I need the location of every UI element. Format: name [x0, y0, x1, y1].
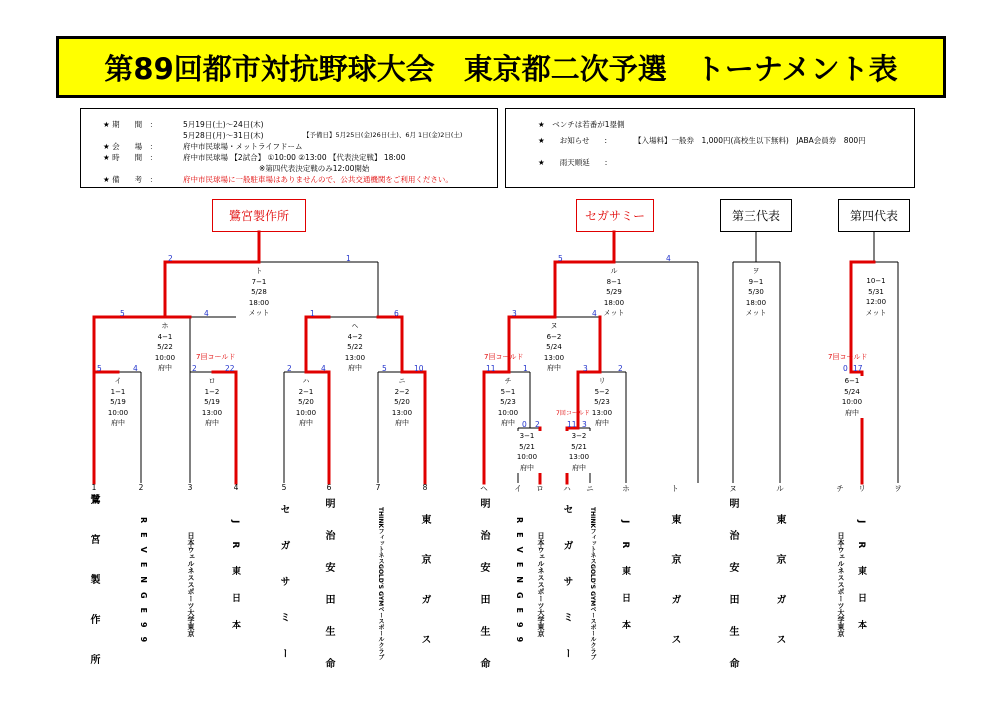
score-ru-right: 4 — [666, 254, 671, 263]
match-ha: ハ 2−1 5/20 10:00 府中 — [295, 377, 317, 427]
score-3-2-left: 11 — [567, 420, 577, 429]
team-name: 日本ウェルネススポーツ大学東京 — [837, 531, 845, 637]
match-3-2: 3−2 5/21 13:00 府中 — [564, 431, 594, 473]
period-2: 5月28日(月)〜31日(木) — [183, 131, 264, 140]
team-no: ヲ — [894, 484, 902, 493]
match-10-1: 10−1 5/31 12:00 メット — [865, 277, 887, 317]
match-ru: ル 8−1 5/29 18:00 メット — [603, 267, 625, 317]
match-to: ト 7−1 5/28 18:00 メット — [248, 267, 270, 317]
score-nu-right: 4 — [592, 309, 597, 318]
team-no: 3 — [187, 483, 193, 492]
team-name: 明治安田生命 — [478, 498, 489, 690]
team-no: ル — [776, 484, 784, 493]
match-3-1: 3−1 5/21 10:00 府中 — [512, 431, 542, 473]
team-no: イ — [514, 484, 522, 493]
period-label: ★ 期 間 ： — [103, 120, 158, 129]
score-6-1-right: 17 — [853, 364, 863, 373]
bench-note: ★ ベンチは若番が1塁側 — [538, 120, 625, 129]
team-name: JR東日本 — [230, 520, 240, 648]
team-name: THINKフィットネスGOLD'S GYMベースボールクラブ — [589, 507, 596, 661]
match-6-1: 6−1 5/24 10:00 府中 — [834, 376, 870, 418]
team-name: JR東日本 — [856, 520, 866, 648]
team-no: ホ — [622, 484, 630, 493]
team-no: 2 — [138, 483, 144, 492]
team-no: 8 — [422, 483, 428, 492]
team-name: 日本ウェルネススポーツ大学東京 — [537, 531, 545, 637]
time-label: ★ 時 間 ： — [103, 153, 158, 162]
team-name: REVENGE99 — [139, 516, 148, 652]
score-he-right: 6 — [394, 309, 399, 318]
note-label: ★ 備 考 ： — [103, 175, 158, 184]
called-game-ro: 7回コールド — [196, 353, 236, 361]
score-ni-left: 5 — [382, 364, 387, 373]
team-no: ヘ — [480, 484, 488, 493]
score-he-left: 1 — [310, 309, 315, 318]
venue-label: ★ 会 場 ： — [103, 142, 158, 151]
called-game-6-1: 7回コールド — [828, 353, 868, 361]
page-title: 第89回都市対抗野球大会 東京都二次予選 トーナメント表 — [56, 36, 946, 98]
score-ha-right: 4 — [321, 364, 326, 373]
score-i-left: 5 — [97, 364, 102, 373]
score-to-left: 2 — [168, 254, 173, 263]
champion-3: 第三代表 — [720, 199, 792, 232]
team-name: 明治安田生命 — [727, 498, 738, 690]
team-name: REVENGE99 — [515, 516, 524, 652]
score-3-2-right: 3 — [582, 420, 587, 429]
time: 府中市民球場 【2試合】 ①10:00 ②13:00 【代表決定戦】 18:00 — [183, 153, 406, 162]
match-wo: ヲ 9−1 5/30 18:00 メット — [745, 267, 767, 317]
team-no: リ — [858, 484, 866, 493]
score-3-1-left: 0 — [522, 420, 527, 429]
team-no: チ — [836, 484, 844, 493]
score-ri-left: 3 — [583, 364, 588, 373]
team-name: セガサミー — [561, 504, 572, 684]
note: 府中市民球場に一般駐車場はありませんので、公共交通機関をご利用ください。 — [183, 175, 453, 184]
match-ri: リ 5−2 5/23 13:00 府中 — [591, 377, 613, 427]
called-game-chi: 7回コールド — [484, 353, 524, 361]
score-chi-left: 11 — [486, 364, 496, 373]
match-ro: ロ 1−2 5/19 13:00 府中 — [201, 377, 223, 427]
score-nu-left: 3 — [512, 309, 517, 318]
team-name: 東京ガス — [419, 514, 430, 674]
match-i: イ 1−1 5/19 10:00 府中 — [107, 377, 129, 427]
team-name: JR東日本 — [620, 520, 630, 648]
score-ha-left: 2 — [287, 364, 292, 373]
champion-2: セガサミー — [576, 199, 654, 232]
score-chi-right: 1 — [523, 364, 528, 373]
team-no: 5 — [281, 483, 287, 492]
match-he: ヘ 4−2 5/22 13:00 府中 — [344, 322, 366, 372]
venue: 府中市民球場・メットライフドーム — [183, 142, 303, 151]
team-no: ヌ — [729, 484, 737, 493]
notice-label: ★ お知らせ : — [538, 136, 608, 145]
notice: 【入場料】一般券 1,000円(高校生以下無料) JABA会員券 800円 — [634, 136, 866, 145]
team-name: THINKフィットネスGOLD'S GYMベースボールクラブ — [377, 507, 384, 661]
reserve-days: 【予備日】5月25日(金)26日(土)、6月 1日(金)2日(土) — [303, 131, 463, 139]
score-ru-left: 5 — [558, 254, 563, 263]
time-note: ※第四代表決定戦のみ12:00開始 — [259, 164, 370, 173]
team-no: 6 — [326, 483, 332, 492]
score-ro-left: 2 — [192, 364, 197, 373]
score-3-1-right: 2 — [535, 420, 540, 429]
score-6-1-left: 0 — [843, 364, 848, 373]
match-chi: チ 5−1 5/23 10:00 府中 — [497, 377, 519, 427]
period-1: 5月19日(土)〜24日(木) — [183, 120, 264, 129]
team-no: ト — [671, 484, 679, 493]
team-no: 1 — [91, 483, 97, 492]
match-ni: ニ 2−2 5/20 13:00 府中 — [391, 377, 413, 427]
rain-label: ★ 雨天順延 : — [538, 158, 608, 167]
champion-1: 鷺宮製作所 — [212, 199, 306, 232]
score-ho-right: 4 — [204, 309, 209, 318]
score-ro-right: 22 — [225, 364, 235, 373]
team-name: 東京ガス — [774, 514, 785, 674]
score-ni-right: 10 — [414, 364, 424, 373]
team-no: 7 — [375, 483, 381, 492]
match-nu: ヌ 6−2 5/24 13:00 府中 — [543, 322, 565, 372]
score-to-right: 1 — [346, 254, 351, 263]
team-name: 明治安田生命 — [323, 498, 334, 690]
score-ho-left: 5 — [120, 309, 125, 318]
team-name: セガサミー — [278, 504, 289, 684]
team-no: ニ — [586, 484, 594, 493]
team-no: ハ — [563, 484, 571, 493]
team-name: 日本ウェルネススポーツ大学東京 — [187, 531, 195, 637]
score-ri-right: 2 — [618, 364, 623, 373]
team-no: ロ — [536, 484, 544, 493]
score-i-right: 4 — [133, 364, 138, 373]
champion-4: 第四代表 — [838, 199, 910, 232]
team-name: 東京ガス — [669, 514, 680, 674]
team-no: 4 — [233, 483, 239, 492]
called-game-3-2: 7回コールド — [556, 410, 590, 417]
match-ho: ホ 4−1 5/22 10:00 府中 — [154, 322, 176, 372]
team-name: 鷺宮製作所 — [88, 494, 99, 694]
